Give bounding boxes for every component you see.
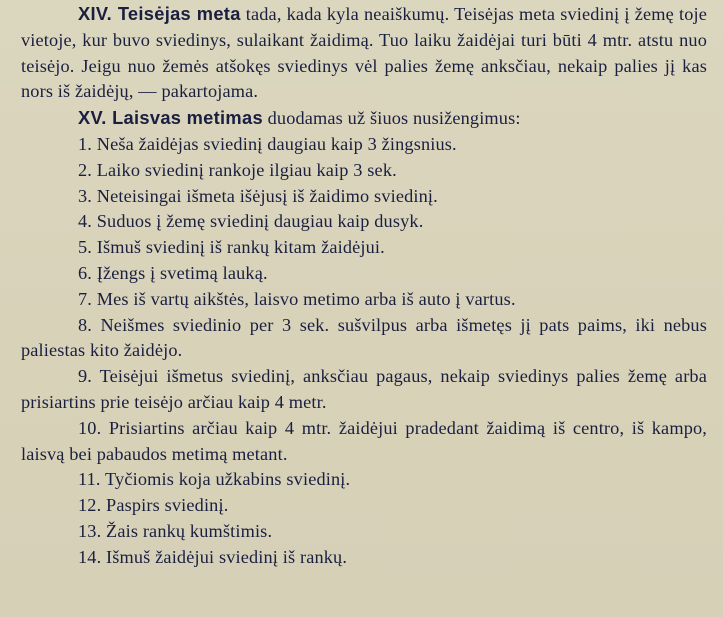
section-xv-heading: XV. Laisvas metimas xyxy=(78,107,263,129)
rule-item-9: 9. Teisėjui išmetus sviedinį, anksčiau pagaus, nekaip sviedinys palies žemę arba prisiartins prie teisėjo arčiau kaip 4 metr. xyxy=(21,366,707,412)
paragraph-section-xiv xyxy=(21,1,707,105)
section-xiv-text: tada, kada kyla neaiškumų. Teisėjas meta sviedinį į žemę toje vietoje, kur buvo sviedinys, sulaikant žaidimą. Tuo laiku žaidėjai turi būti 4 mtr. atstu nuo teisėjo. Jeigu nuo žemės atšokęs sviedinys vėl palies žemę anksčiau, nekaip palies jį kas nors iš žaidėjų, — pakartojama. xyxy=(21,4,707,102)
rule-item-10: 10. Prisiartins arčiau kaip 4 mtr. žaidėjui pradedant žaidimą iš centro, iš kampo, laisvą bei pabaudos metimą metant. xyxy=(21,417,707,464)
paragraph-section-xv xyxy=(21,105,707,132)
section-xv-text: duodamas už šiuos nusižengimus: xyxy=(262,108,521,129)
rule-item-7: 7. Mes iš vartų aikštės, laisvo metimo arba iš auto į vartus. xyxy=(78,288,516,309)
rule-item-11: 11. Tyčiomis koja užkabins sviedinį. xyxy=(78,469,351,490)
rule-item-14: 14. Išmuš žaidėjui sviedinį iš rankų. xyxy=(78,546,348,567)
section-xiv-heading: XIV. Teisėjas meta xyxy=(78,3,241,24)
rule-item-5: 5. Išmuš sviedinį iš rankų kitam žaidėjui. xyxy=(78,237,385,258)
rule-item-3: 3. Neteisingai išmeta išėjusį iš žaidimo sviedinį. xyxy=(78,185,438,206)
rule-item-8: 8. Neišmes sviedinio per 3 sek. sušvilpus arba išmetęs jį pats paims, iki nebus paliestas kito žaidėjo. xyxy=(21,314,707,361)
rule-item-13: 13. Žais rankų kumštimis. xyxy=(78,520,273,541)
rule-item-1: 1. Neša žaidėjas sviedinį daugiau kaip 3 žingsnius. xyxy=(78,133,457,154)
rule-item-12: 12. Paspirs sviedinį. xyxy=(78,495,229,516)
rule-item-6: 6. Įžengs į svetimą lauką. xyxy=(78,262,268,283)
text-block xyxy=(21,1,707,571)
rule-item-2: 2. Laiko sviedinį rankoje ilgiau kaip 3 sek. xyxy=(78,159,397,180)
rule-item-4: 4. Suduos į žemę sviedinį daugiau kaip dusyk. xyxy=(78,211,424,232)
